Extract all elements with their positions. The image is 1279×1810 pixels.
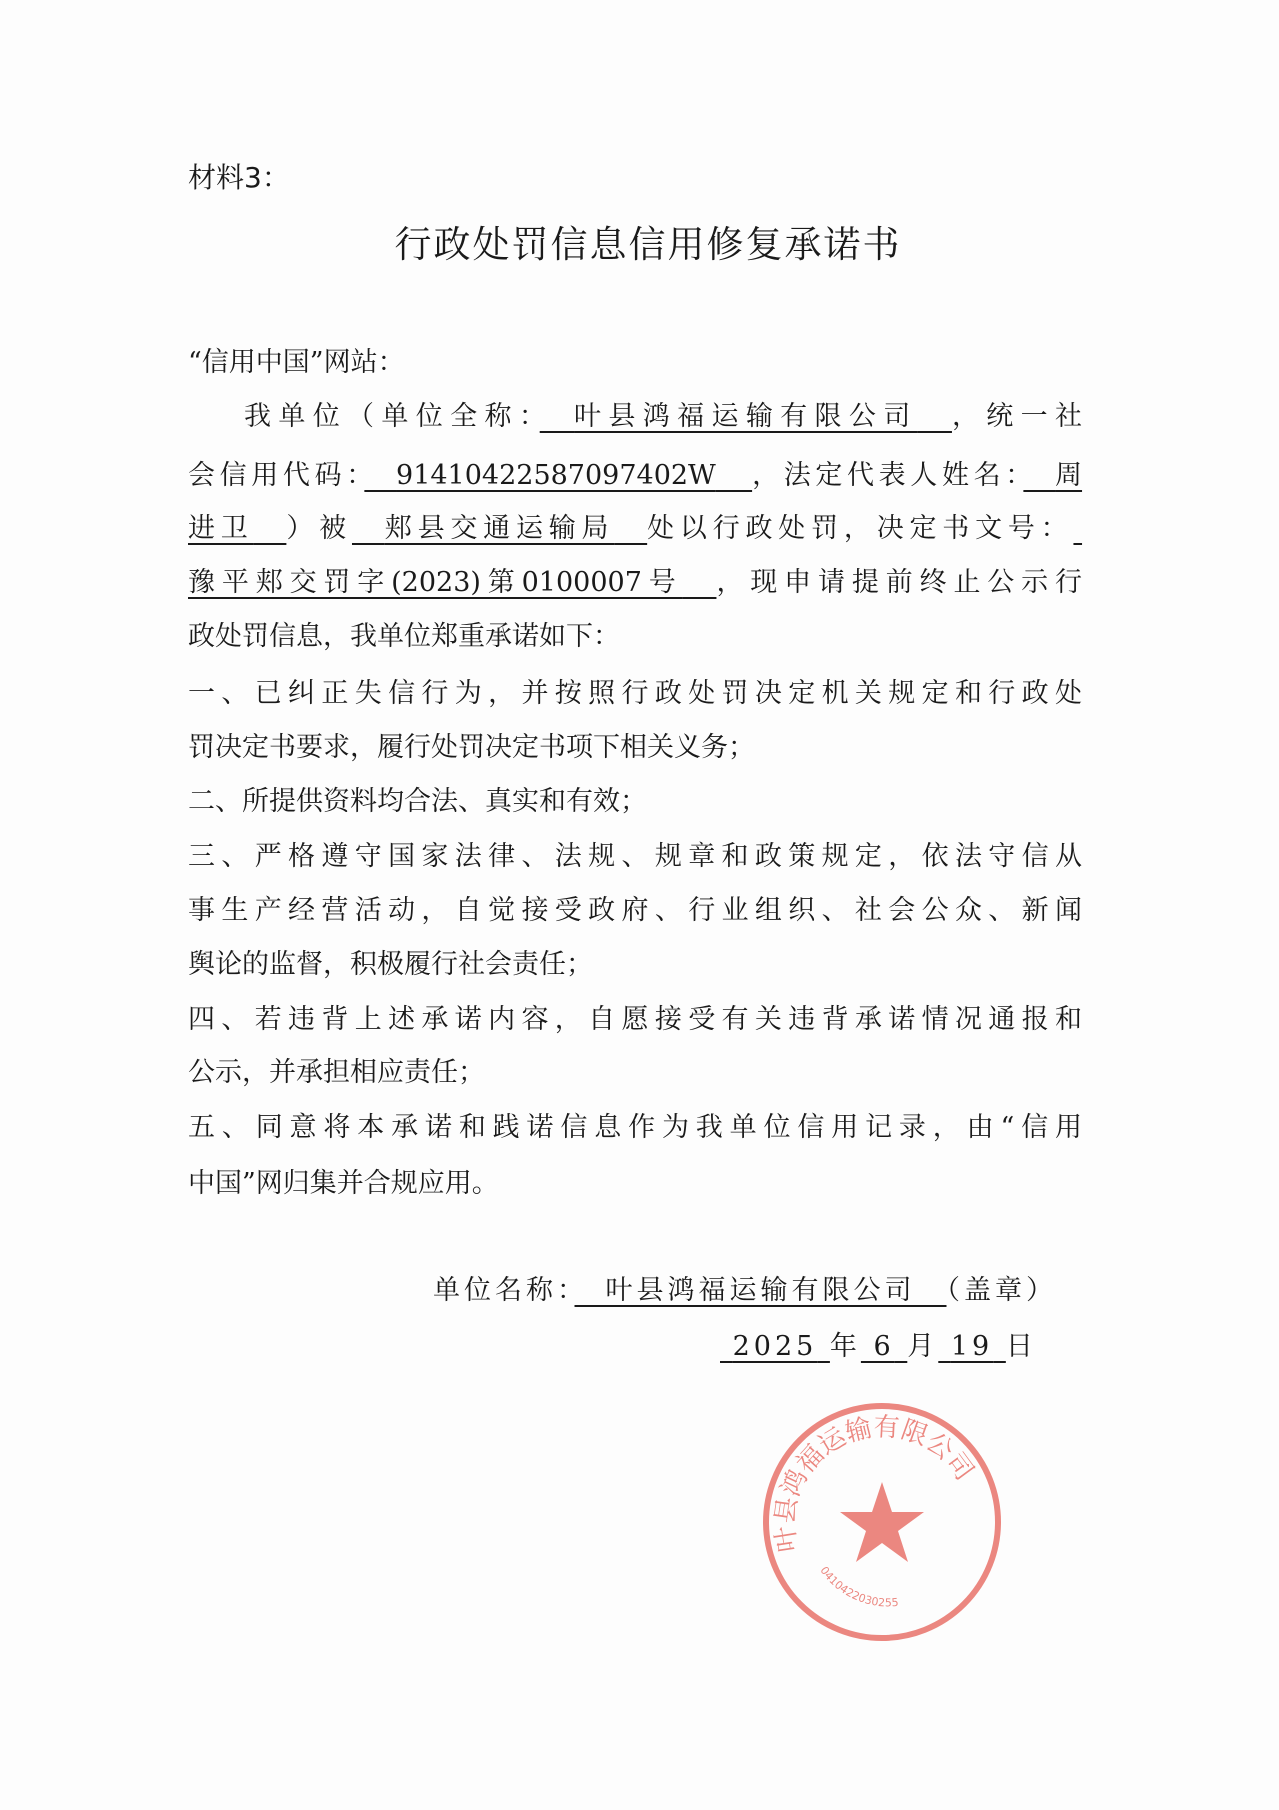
- commitment-item-3-cont: 事生产经营活动，自觉接受政府、行业组织、社会公众、新闻: [188, 895, 1082, 926]
- company-seal-stamp: [760, 1400, 1004, 1644]
- svg-text:0410422030255: [817, 1564, 899, 1609]
- date-year: 2025: [732, 1331, 818, 1362]
- date-month: 6: [873, 1331, 895, 1362]
- body-line: 进卫 ）被 郏县交通运输局 处以行政处罚，决定书文号：: [188, 513, 1074, 544]
- stamp-number: 0410422030255: [817, 1564, 900, 1610]
- credit-code-field: 91410422587097402W: [396, 460, 716, 491]
- company-name-field: 叶县鸿福运输有限公司: [574, 401, 918, 432]
- stamp-text: 叶县鸿福运输有限公司: [770, 1412, 980, 1554]
- commitment-item-5-cont: 中国”网归集并合规应用。: [188, 1168, 499, 1199]
- date-line: 2025 年 6 月 19 日: [720, 1329, 1037, 1365]
- commitment-item-3: 三、严格遵守国家法律、法规、规章和政策规定，依法守信从: [188, 841, 1082, 872]
- commitment-item-5: 五、同意将本承诺和践诺信息作为我单位信用记录，由“信用: [188, 1112, 1082, 1143]
- body-line: 会信用代码： 91410422587097402W ，法定代表人姓名： 周: [188, 460, 1083, 491]
- document-title: 行政处罚信息信用修复承诺书: [394, 223, 902, 266]
- commitment-item-2: 二、所提供资料均合法、真实和有效；: [188, 786, 647, 817]
- commitment-item-4: 四、若违背上述承诺内容，自愿接受有关违背承诺情况通报和: [188, 1004, 1082, 1035]
- salutation: “信用中国”网站：: [188, 347, 405, 378]
- body-line: 政处罚信息，我单位郑重承诺如下：: [188, 621, 620, 652]
- commitment-item-3-cont: 舆论的监督，积极履行社会责任；: [188, 949, 593, 980]
- authority-field: 郏县交通运输局: [384, 513, 615, 544]
- svg-text:叶县鸿福运输有限公司: [770, 1412, 979, 1554]
- signature-line: 单位名称： 叶县鸿福运输有限公司 （盖章）: [433, 1275, 1057, 1306]
- commitment-item-1: 一、已纠正失信行为，并按照行政处罚决定机关规定和行政处: [188, 678, 1082, 709]
- commitment-item-1-cont: 罚决定书要求，履行处罚决定书项下相关义务；: [188, 732, 755, 763]
- legal-rep-field: 周: [1055, 460, 1083, 491]
- material-label: 材料3：: [188, 161, 290, 194]
- legal-rep-field: 进卫: [188, 513, 254, 544]
- date-day: 19: [950, 1331, 994, 1362]
- body-line: 豫平郏交罚字(2023)第0100007号 ，现申请提前终止公示行: [188, 567, 1083, 598]
- signature-company-name: 叶县鸿福运输有限公司: [605, 1275, 916, 1306]
- body-line: 我单位（单位全称： 叶县鸿福运输有限公司 ，统一社: [244, 401, 1083, 432]
- commitment-item-4-cont: 公示，并承担相应责任；: [188, 1057, 485, 1088]
- decision-number-field: 豫平郏交罚字(2023)第0100007号: [188, 567, 683, 598]
